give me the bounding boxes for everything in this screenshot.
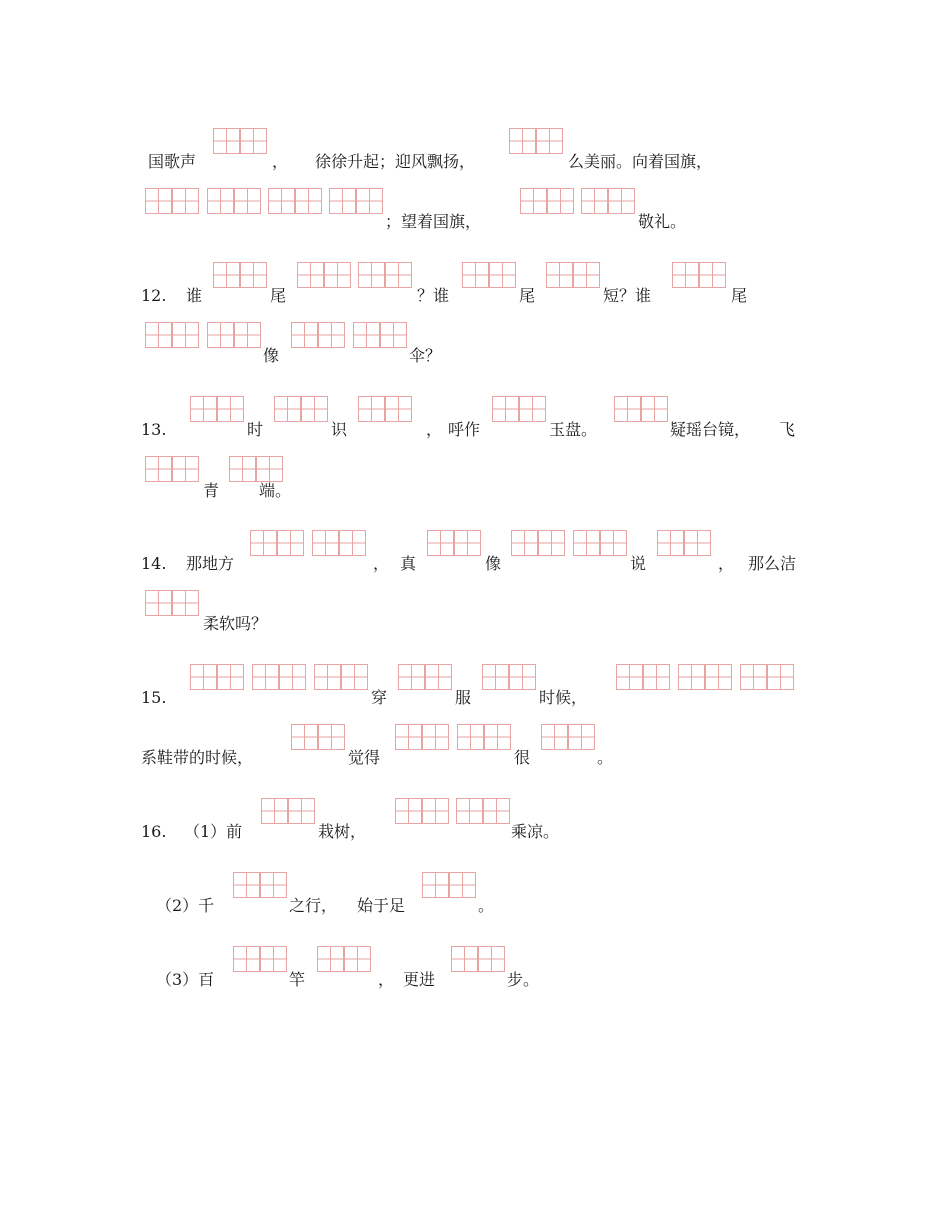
pinyin-grid-box[interactable] — [672, 262, 726, 288]
pinyin-grid-box[interactable] — [233, 946, 287, 972]
q13-text-i: 端。 — [259, 481, 292, 500]
q13-text-b: 识 — [331, 420, 348, 439]
q16-part2-c: 始于足 — [357, 896, 406, 915]
q16-part2-d: 。 — [478, 896, 495, 915]
pinyin-grid-box[interactable] — [358, 262, 412, 288]
pinyin-grid-box[interactable] — [462, 262, 516, 288]
pinyin-grid-box[interactable] — [511, 530, 565, 556]
pinyin-grid-box[interactable] — [268, 188, 322, 214]
q13-number: 13. — [141, 420, 167, 439]
q16-part1-c: 乘凉。 — [511, 822, 560, 841]
pinyin-grid-box[interactable] — [291, 724, 345, 750]
q11-text-d: 么美丽。向着国旗， — [568, 152, 713, 171]
q11-text-f: 敬礼。 — [638, 212, 687, 231]
q13-text-a: 时 — [247, 420, 264, 439]
pinyin-grid-box[interactable] — [395, 798, 449, 824]
pinyin-grid-box[interactable] — [145, 322, 199, 348]
pinyin-grid-box[interactable] — [614, 396, 668, 422]
pinyin-grid-box[interactable] — [482, 664, 536, 690]
q11-text-a: 国歌声 — [148, 152, 197, 171]
q13-text-d: 呼作 — [448, 420, 481, 439]
q15-text-b: 服 — [455, 688, 472, 707]
pinyin-grid-box[interactable] — [317, 946, 371, 972]
q16-part3-c: ， — [378, 970, 395, 989]
q14-text-b: ， — [373, 554, 390, 573]
pinyin-grid-box[interactable] — [274, 396, 328, 422]
q12-text-c: ？谁 — [417, 286, 450, 305]
pinyin-grid-box[interactable] — [207, 188, 261, 214]
pinyin-grid-box[interactable] — [145, 456, 199, 482]
pinyin-grid-box[interactable] — [329, 188, 383, 214]
pinyin-grid-box[interactable] — [451, 946, 505, 972]
pinyin-grid-box[interactable] — [541, 724, 595, 750]
q13-text-e: 玉盘。 — [549, 420, 598, 439]
pinyin-grid-box[interactable] — [314, 664, 368, 690]
q16-part3-b: 竿 — [289, 970, 306, 989]
pinyin-grid-box[interactable] — [233, 872, 287, 898]
q11-text-e: ；望着国旗， — [385, 212, 482, 231]
q16-part3-e: 步。 — [507, 970, 540, 989]
q16-part3: （3）百 — [156, 970, 215, 989]
q16-part1: （1）前 — [184, 822, 243, 841]
q16-part2: （2）千 — [156, 896, 215, 915]
q12-text-f: 尾 — [731, 286, 748, 305]
pinyin-grid-box[interactable] — [145, 590, 199, 616]
q16-part1-b: 栽树， — [318, 822, 367, 841]
q14-text-a: 那地方 — [186, 554, 235, 573]
pinyin-grid-box[interactable] — [250, 530, 304, 556]
q16-part3-d: 更进 — [403, 970, 436, 989]
q14-text-c: 真 — [400, 554, 417, 573]
pinyin-grid-box[interactable] — [678, 664, 732, 690]
pinyin-grid-box[interactable] — [456, 798, 510, 824]
pinyin-grid-box[interactable] — [422, 872, 476, 898]
pinyin-grid-box[interactable] — [312, 530, 366, 556]
q12-number: 12. — [141, 286, 167, 305]
q14-number: 14. — [141, 554, 167, 573]
pinyin-grid-box[interactable] — [229, 456, 283, 482]
q12-text-b: 尾 — [270, 286, 287, 305]
pinyin-grid-box[interactable] — [353, 322, 407, 348]
pinyin-grid-box[interactable] — [657, 530, 711, 556]
pinyin-grid-box[interactable] — [398, 664, 452, 690]
q13-text-h: 青 — [203, 481, 220, 500]
q14-text-d: 像 — [485, 554, 502, 573]
q14-text-f: ， — [718, 554, 735, 573]
pinyin-grid-box[interactable] — [509, 128, 563, 154]
q15-text-d: 系鞋带的时候， — [141, 748, 254, 767]
q15-text-g: 。 — [597, 748, 614, 767]
pinyin-grid-box[interactable] — [358, 396, 412, 422]
pinyin-grid-box[interactable] — [252, 664, 306, 690]
q13-text-c: ， — [426, 420, 443, 439]
pinyin-grid-box[interactable] — [616, 664, 670, 690]
pinyin-grid-box[interactable] — [395, 724, 449, 750]
q11-text-b: ， — [272, 152, 289, 171]
q12-text-g: 像 — [263, 346, 280, 365]
pinyin-grid-box[interactable] — [145, 188, 199, 214]
pinyin-grid-box[interactable] — [213, 262, 267, 288]
pinyin-grid-box[interactable] — [261, 798, 315, 824]
q12-text-e: 短？谁 — [603, 286, 652, 305]
q13-text-f: 疑瑶台镜， — [670, 420, 751, 439]
q15-text-e: 觉得 — [348, 748, 381, 767]
pinyin-grid-box[interactable] — [573, 530, 627, 556]
pinyin-grid-box[interactable] — [492, 396, 546, 422]
q11-text-c: 徐徐升起；迎风飘扬， — [315, 152, 476, 171]
pinyin-grid-box[interactable] — [291, 322, 345, 348]
q14-text-h: 柔软吗？ — [203, 614, 268, 633]
pinyin-grid-box[interactable] — [190, 664, 244, 690]
pinyin-grid-box[interactable] — [581, 188, 635, 214]
pinyin-grid-box[interactable] — [427, 530, 481, 556]
pinyin-grid-box[interactable] — [740, 664, 794, 690]
q15-number: 15. — [141, 688, 167, 707]
q16-number: 16. — [141, 822, 167, 841]
pinyin-grid-box[interactable] — [457, 724, 511, 750]
q14-text-e: 说 — [630, 554, 647, 573]
pinyin-grid-box[interactable] — [546, 262, 600, 288]
q13-text-g: 飞 — [779, 420, 796, 439]
q15-text-a: 穿 — [371, 688, 388, 707]
pinyin-grid-box[interactable] — [207, 322, 261, 348]
pinyin-grid-box[interactable] — [520, 188, 574, 214]
q12-text-h: 伞？ — [409, 346, 442, 365]
pinyin-grid-box[interactable] — [213, 128, 267, 154]
q14-text-g: 那么洁 — [748, 554, 797, 573]
pinyin-grid-box[interactable] — [190, 396, 244, 422]
q12-text-d: 尾 — [519, 286, 536, 305]
q12-text-a: 谁 — [186, 286, 203, 305]
pinyin-grid-box[interactable] — [297, 262, 351, 288]
q16-part2-b: 之行， — [289, 896, 338, 915]
q15-text-f: 很 — [514, 748, 531, 767]
q15-text-c: 时候， — [539, 688, 588, 707]
